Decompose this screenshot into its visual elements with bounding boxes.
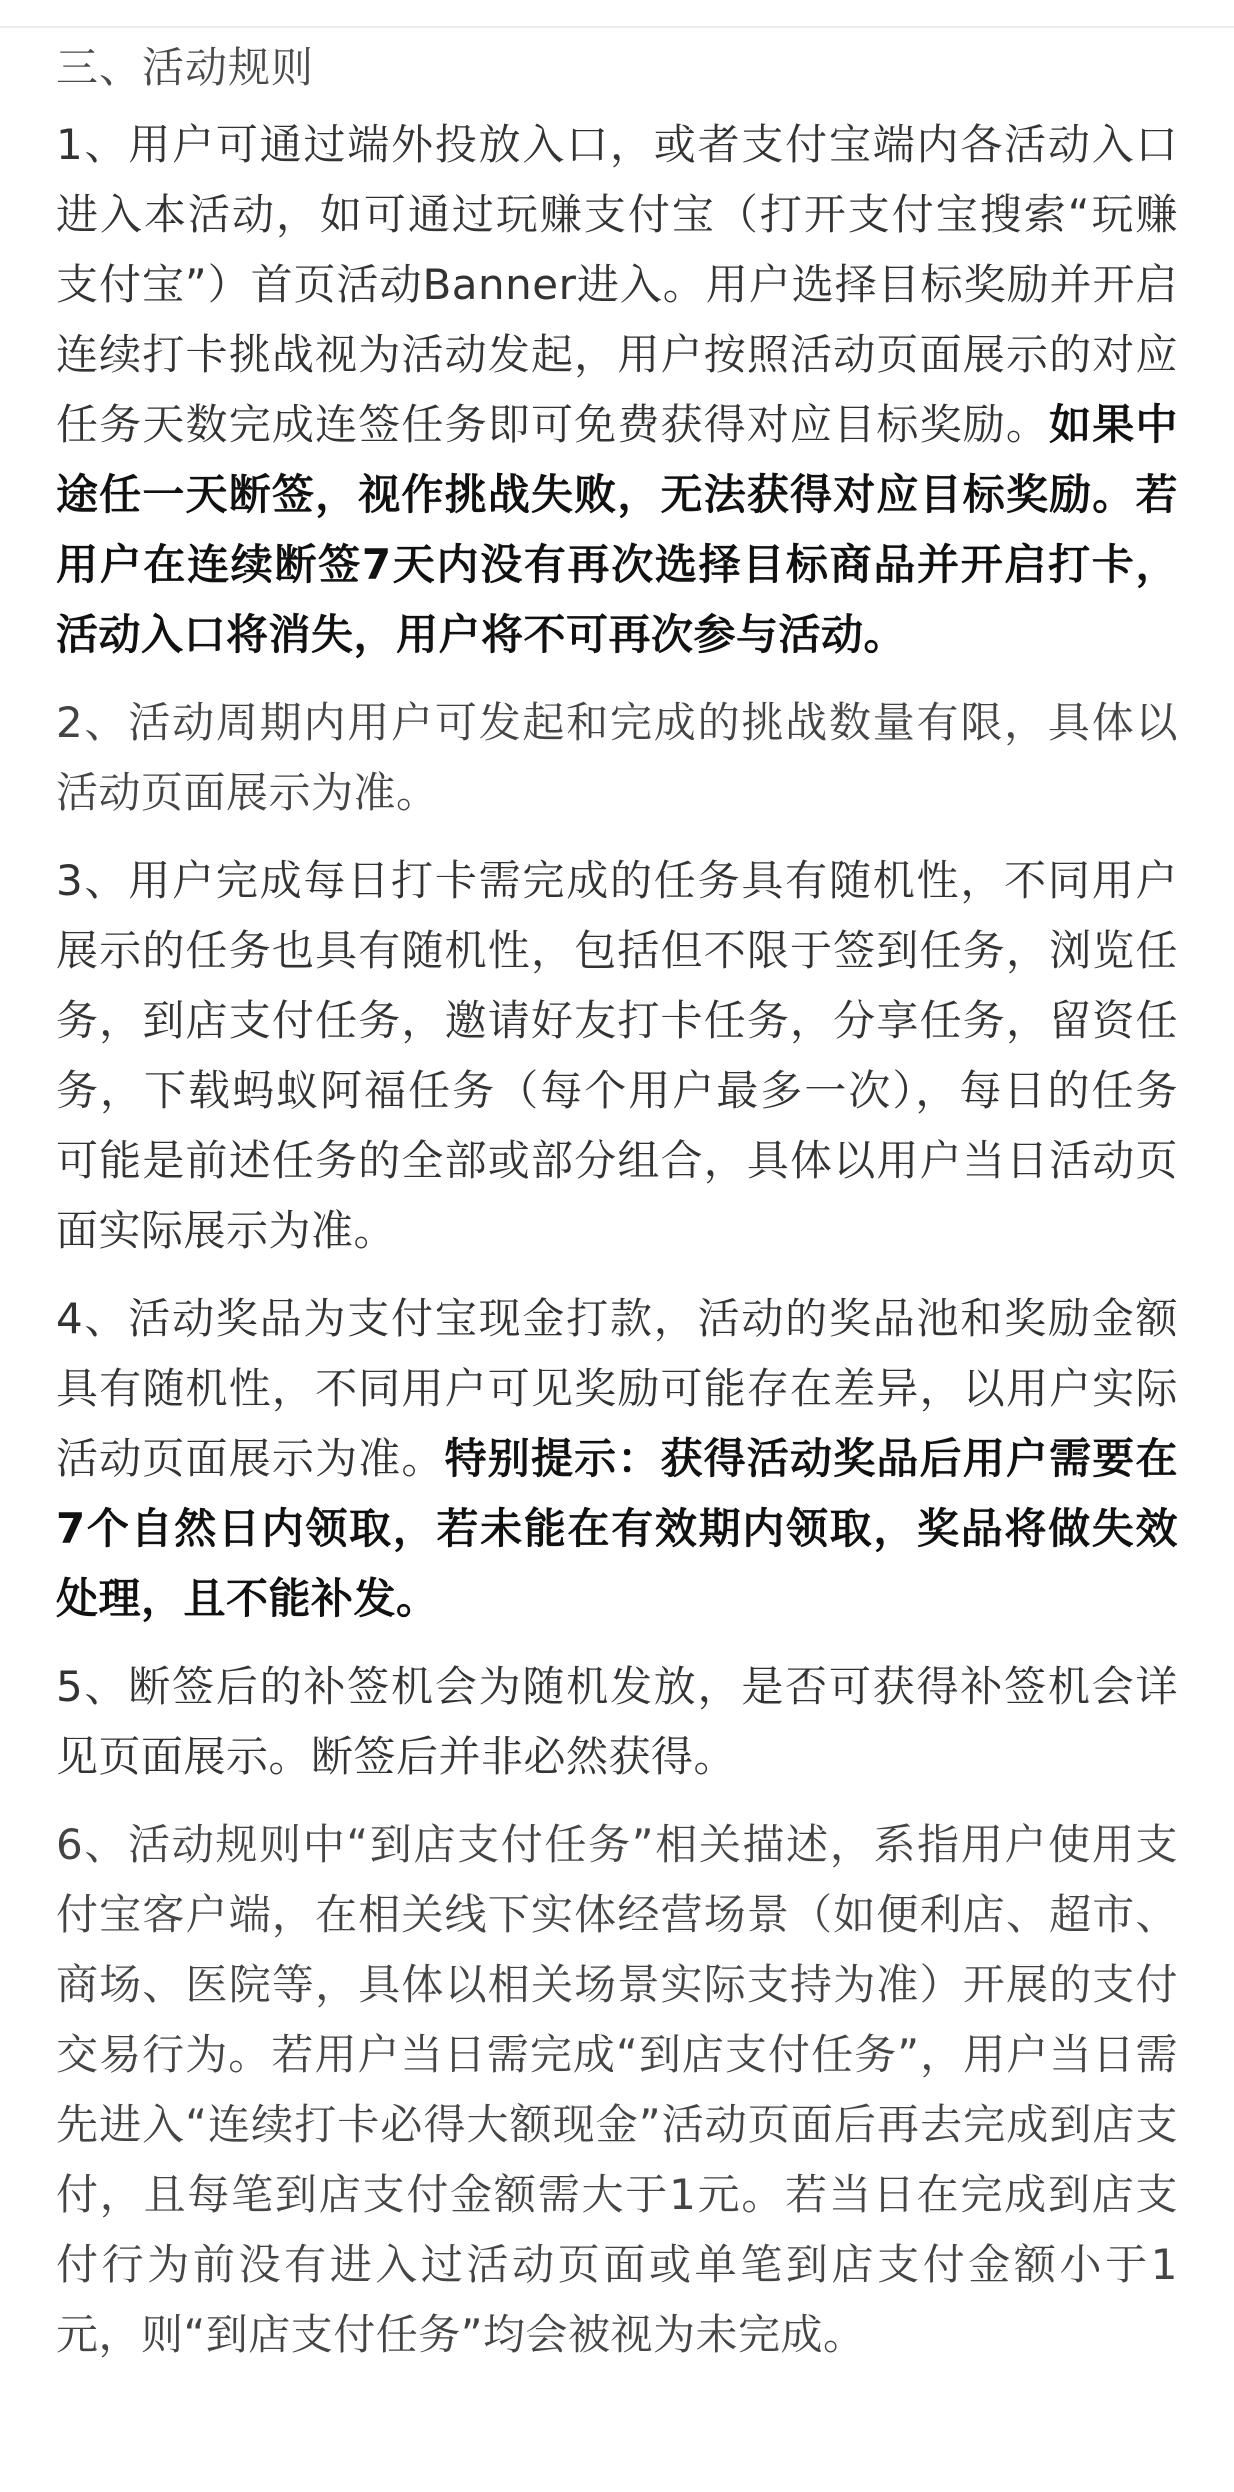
rule-2-text: 2、活动周期内用户可发起和完成的挑战数量有限，具体以活动页面展示为准。 — [56, 698, 1178, 817]
rule-1-text: 1、用户可通过端外投放入口，或者支付宝端内各活动入口进入本活动，如可通过玩赚支付宝（打开支付宝搜索“玩赚支付宝”）首页活动Banner进入。用户选择目标奖励并开启连续打卡挑战视为活动发起，用户按照活动页面展示的对应任务天数完成连签任务即可免费获得对应目标奖励。 — [56, 120, 1178, 449]
rule-paragraph-4 — [56, 1284, 1178, 1634]
rule-5-text: 5、断签后的补签机会为随机发放，是否可获得补签机会详见页面展示。断签后并非必然获得。 — [56, 1662, 1178, 1781]
rule-1-bold-text: 如果中途任一天断签，视作挑战失败，无法获得对应目标奖励。若用户在连续断签7天内没有再次选择目标商品并开启打卡，活动入口将消失，用户将不可再次参与活动。 — [56, 400, 1178, 659]
section-title: 三、活动规则 — [56, 43, 315, 92]
rule-3-text: 3、用户完成每日打卡需完成的任务具有随机性，不同用户展示的任务也具有随机性，包括但不限于签到任务，浏览任务，到店支付任务，邀请好友打卡任务，分享任务，留资任务，下载蚂蚁阿福任务（每个用户最多一次），每日的任务可能是前述任务的全部或部分组合，具体以用户当日活动页面实际展示为准。 — [56, 856, 1178, 1255]
rule-paragraph-1 — [56, 110, 1178, 670]
top-divider — [0, 0, 1234, 28]
rule-paragraph-5 — [56, 1652, 1178, 1792]
rule-4-bold-text: 特别提示：获得活动奖品后用户需要在7个自然日内领取，若未能在有效期内领取，奖品将做失效处理，且不能补发。 — [56, 1434, 1178, 1623]
rule-paragraph-3 — [56, 846, 1178, 1266]
rule-paragraph-6 — [56, 1810, 1178, 2370]
rule-4-text: 4、活动奖品为支付宝现金打款，活动的奖品池和奖励金额具有随机性，不同用户可见奖励可能存在差异，以用户实际活动页面展示为准。 — [56, 1294, 1178, 1483]
rule-6-text: 6、活动规则中“到店支付任务”相关描述，系指用户使用支付宝客户端，在相关线下实体经营场景（如便利店、超市、商场、医院等，具体以相关场景实际支持为准）开展的支付交易行为。若用户当日需完成“到店支付任务”，用户当日需先进入“连续打卡必得大额现金”活动页面后再去完成到店支付，且每笔到店支付金额需大于1元。若当日在完成到店支付行为前没有进入过活动页面或单笔到店支付金额小于1元，则“到店支付任务”均会被视为未完成。 — [56, 1820, 1178, 2359]
rule-paragraph-2 — [56, 688, 1178, 828]
rules-content — [56, 38, 1178, 2388]
